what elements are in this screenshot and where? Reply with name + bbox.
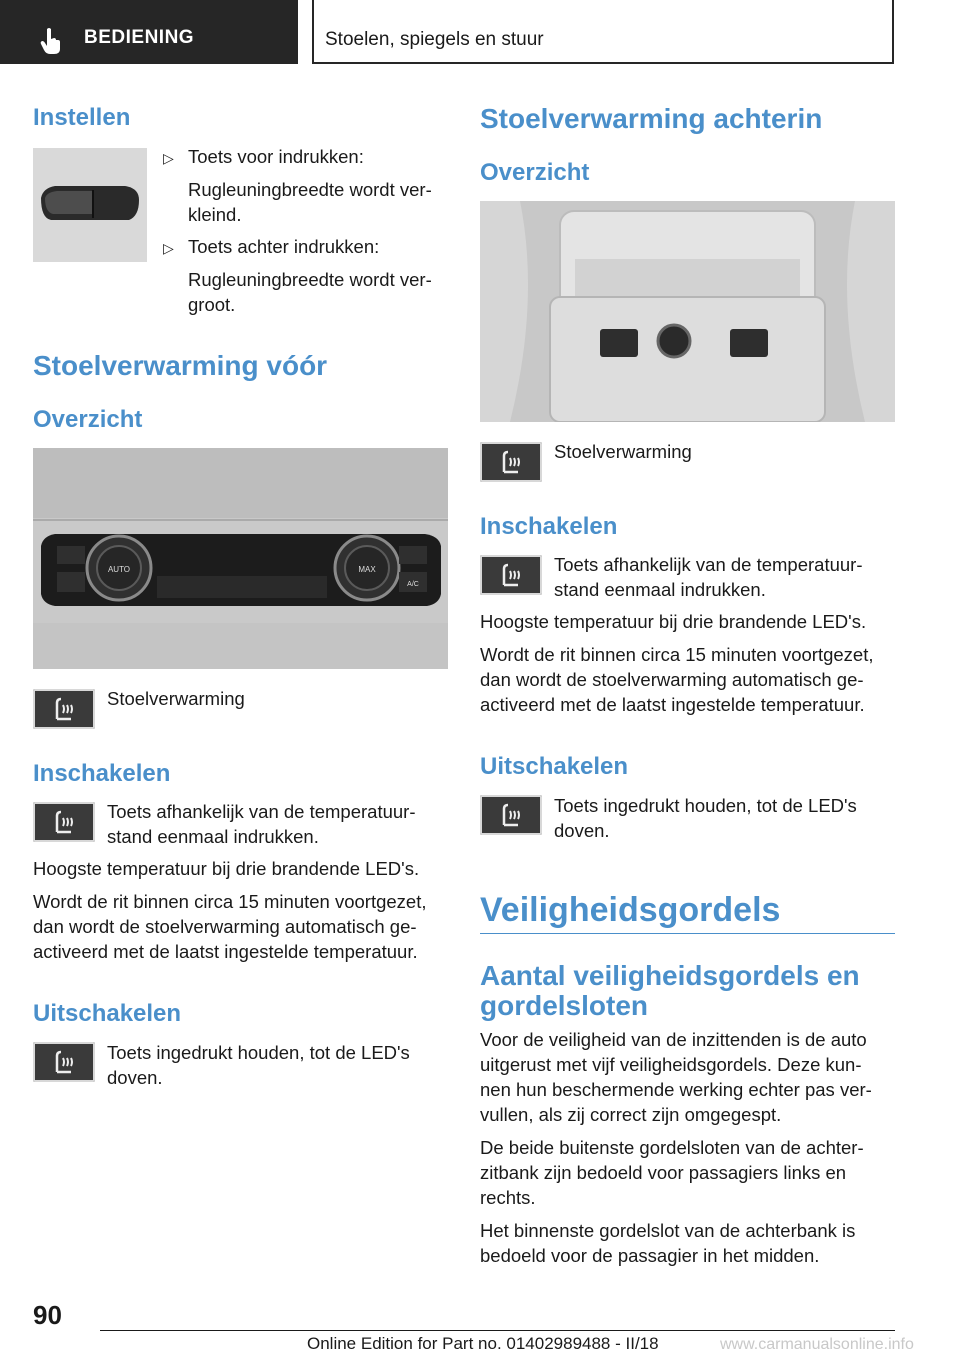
front-paragraph-2: Wordt de rit binnen circa 15 minuten voortgezet, <box>33 891 427 912</box>
climate-panel-illustration <box>33 448 448 669</box>
rear-paragraph-2-line-2: dan wordt de stoelverwarming automatisch ge- <box>480 669 864 690</box>
instellen-item-2-detail-2: groot. <box>188 294 236 315</box>
header-title: Stoelen, spiegels en stuur <box>325 29 544 50</box>
triangle-bullet-icon: ▷ <box>163 150 174 166</box>
instellen-item-1-detail: Rugleuningbreedte wordt ver- <box>188 179 432 200</box>
panel-max-label: MAX <box>358 565 376 574</box>
heading-front-on: Inschakelen <box>33 760 171 787</box>
rear-off-text-2: doven. <box>554 820 610 841</box>
front-off-text-2: doven. <box>107 1067 163 1088</box>
belts-paragraph-2-line-2: zitbank zijn bedoeld voor passagiers links en <box>480 1162 847 1183</box>
heading-rear-on: Inschakelen <box>480 513 618 540</box>
rear-paragraph-2: Wordt de rit binnen circa 15 minuten voortgezet, <box>480 644 874 665</box>
belts-paragraph-1-line-3: nen hun beschermende werking echter pas ver- <box>480 1079 872 1100</box>
belts-paragraph-2: De beide buitenste gordelsloten van de achter- <box>480 1137 864 1158</box>
rear-on-text-2: stand eenmaal indrukken. <box>554 579 766 600</box>
belts-paragraph-2-line-3: rechts. <box>480 1187 536 1208</box>
seat-heating-icon <box>480 555 542 595</box>
heading-front-seat-heating: Stoelverwarming vóór <box>33 350 328 381</box>
heading-instellen: Instellen <box>33 104 131 131</box>
front-paragraph-1: Hoogste temperatuur bij drie brandende LED's. <box>33 858 420 879</box>
heading-rear-seat-heating: Stoelverwarming achterin <box>480 103 823 134</box>
seat-heating-icon <box>480 442 542 482</box>
instellen-item-2-detail: Rugleuningbreedte wordt ver- <box>188 269 432 290</box>
rear-console-illustration <box>480 201 895 422</box>
belts-paragraph-3: Het binnenste gordelslot van de achterbank is <box>480 1220 856 1241</box>
hand-pointer-icon <box>40 27 62 55</box>
heading-rear-overview: Overzicht <box>480 159 590 186</box>
rear-paragraph-1: Hoogste temperatuur bij drie brandende LED's. <box>480 611 867 632</box>
belts-paragraph-1-line-4: vullen, als zij correct zijn omgegespt. <box>480 1104 782 1125</box>
front-climate-panel-image <box>33 448 448 669</box>
heading-belt-count: Aantal veiligheidsgordels en <box>480 960 860 991</box>
rear-icon-caption: Stoelverwarming <box>554 441 692 462</box>
belts-paragraph-1-line-2: uitgerust met vijf veiligheidsgordels. Deze kun- <box>480 1054 862 1075</box>
front-paragraph-2-line-3: activeerd met de laatst ingestelde temperatuur. <box>33 941 418 962</box>
heading-front-overview: Overzicht <box>33 406 143 433</box>
front-icon-caption: Stoelverwarming <box>107 688 245 709</box>
rear-paragraph-2-line-3: activeerd met de laatst ingestelde temperatuur. <box>480 694 865 715</box>
triangle-bullet-icon: ▷ <box>163 240 174 256</box>
front-off-text: Toets ingedrukt houden, tot de LED's <box>107 1042 410 1063</box>
footer-rule <box>100 1330 895 1331</box>
seat-heating-icon <box>480 795 542 835</box>
belts-paragraph-3-line-2: bedoeld voor de passagier in het midden. <box>480 1245 820 1266</box>
seat-heating-icon <box>33 689 95 729</box>
rear-off-text: Toets ingedrukt houden, tot de LED's <box>554 795 857 816</box>
instellen-item-1-detail-2: kleind. <box>188 204 242 225</box>
backrest-button-image <box>33 148 147 262</box>
front-on-text: Toets afhankelijk van de temperatuur- <box>107 801 416 822</box>
front-paragraph-2-line-2: dan wordt de stoelverwarming automatisch ge- <box>33 916 417 937</box>
seat-heating-icon <box>33 1042 95 1082</box>
header-section-label: BEDIENING <box>84 27 195 48</box>
panel-ac-label: A/C <box>407 581 419 588</box>
page-number: 90 <box>33 1300 62 1330</box>
backrest-button-illustration <box>33 148 147 262</box>
rear-console-image <box>480 201 895 422</box>
rear-on-text: Toets afhankelijk van de temperatuur- <box>554 554 863 575</box>
seat-heating-icon <box>33 802 95 842</box>
panel-auto-label: AUTO <box>107 565 131 574</box>
heading-underline <box>480 933 895 934</box>
heading-seatbelts: Veiligheidsgordels <box>480 891 781 929</box>
instellen-item-2: Toets achter indrukken: <box>188 236 380 257</box>
instellen-item-1: Toets voor indrukken: <box>188 146 364 167</box>
heading-rear-off: Uitschakelen <box>480 753 629 780</box>
footer-watermark: www.carmanualsonline.info <box>720 1336 914 1353</box>
footer-edition: Online Edition for Part no. 01402989488 - II/18 <box>307 1334 659 1353</box>
heading-front-off: Uitschakelen <box>33 1000 182 1027</box>
front-on-text-2: stand eenmaal indrukken. <box>107 826 319 847</box>
heading-belt-count-line-2: gordelsloten <box>480 990 649 1021</box>
belts-paragraph-1: Voor de veiligheid van de inzittenden is de auto <box>480 1029 867 1050</box>
